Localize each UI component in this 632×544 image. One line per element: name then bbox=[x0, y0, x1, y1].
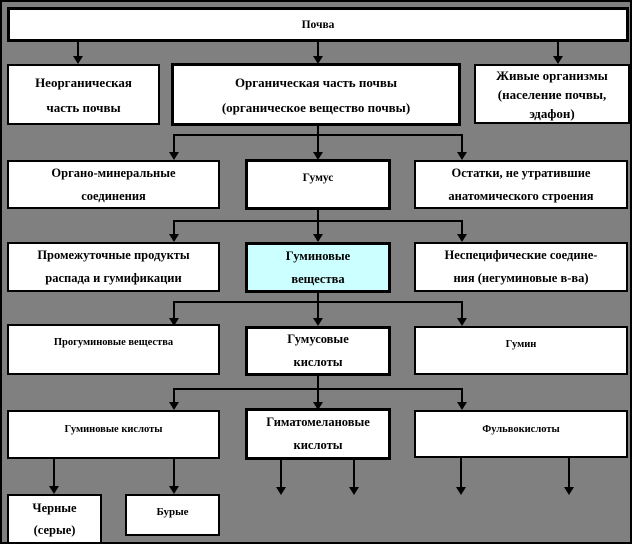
arrowhead-down-icon bbox=[457, 402, 467, 410]
connector-line bbox=[557, 42, 559, 56]
arrowhead-down-icon bbox=[169, 234, 179, 242]
node-brown bbox=[125, 494, 220, 536]
node-intermediate-products bbox=[7, 242, 220, 292]
node-label: часть почвы bbox=[46, 99, 121, 115]
connector-line bbox=[317, 134, 319, 153]
node-label: кислоты bbox=[293, 355, 343, 369]
node-humin bbox=[414, 326, 628, 375]
connector-line bbox=[173, 134, 175, 153]
node-label: Гуминовые кислоты bbox=[64, 424, 163, 435]
arrowhead-down-icon bbox=[169, 486, 179, 494]
node-fulvic-acids bbox=[414, 410, 628, 458]
node-label: эдафон) bbox=[529, 105, 575, 121]
node-hymatomelanic-acids bbox=[245, 408, 391, 460]
connector-line bbox=[461, 134, 463, 153]
node-label: Промежуточные продукты bbox=[37, 248, 190, 262]
connector-line bbox=[173, 459, 175, 487]
node-humus-acids bbox=[245, 326, 391, 376]
node-label: Неспецифические соедине- bbox=[444, 248, 598, 262]
connector-line bbox=[317, 301, 319, 319]
node-label: Гумусовые bbox=[287, 332, 349, 346]
node-label: Гумин bbox=[505, 339, 537, 350]
node-label: Фульвокислоты bbox=[482, 424, 560, 435]
connector-line bbox=[77, 42, 79, 56]
arrowhead-down-icon bbox=[313, 234, 323, 242]
node-label: Живые организмы bbox=[496, 67, 608, 83]
connector-line bbox=[173, 301, 175, 319]
node-label: Прогуминовые вещества bbox=[53, 337, 174, 348]
arrowhead-down-icon bbox=[49, 486, 59, 494]
node-inorganic-part bbox=[7, 64, 160, 125]
arrowhead-down-icon bbox=[564, 487, 574, 495]
node-label: кислоты bbox=[293, 438, 343, 452]
node-label: (население почвы, bbox=[497, 86, 607, 102]
node-nonspecific-compounds bbox=[414, 242, 628, 292]
arrowhead-down-icon bbox=[456, 487, 466, 495]
node-anatomical-residues bbox=[414, 160, 628, 209]
node-prohumic-substances bbox=[7, 324, 220, 375]
connector-line bbox=[461, 388, 463, 403]
node-label: Органо-минеральные bbox=[51, 165, 176, 180]
connector-line bbox=[317, 42, 319, 56]
node-label: Почва bbox=[301, 18, 335, 31]
connector-line bbox=[317, 388, 319, 403]
arrowhead-down-icon bbox=[349, 487, 359, 495]
node-label: соединения bbox=[81, 188, 146, 203]
node-living-organisms bbox=[474, 64, 630, 124]
arrowhead-down-icon bbox=[276, 487, 286, 495]
connector-line bbox=[173, 388, 175, 403]
arrowhead-down-icon bbox=[457, 318, 467, 326]
node-label: Гумус bbox=[302, 172, 334, 184]
node-organic-part bbox=[171, 63, 461, 126]
node-label: Остатки, не утратившие bbox=[451, 165, 591, 180]
arrowhead-down-icon bbox=[457, 152, 467, 160]
arrowhead-down-icon bbox=[313, 318, 323, 326]
node-humic-acids bbox=[7, 410, 220, 459]
node-label: (серые) bbox=[33, 523, 76, 537]
node-soil bbox=[7, 7, 629, 42]
connector-line bbox=[568, 458, 570, 488]
arrowhead-down-icon bbox=[73, 56, 83, 64]
connector-line bbox=[461, 301, 463, 319]
arrowhead-down-icon bbox=[553, 56, 563, 64]
node-label: анатомического строения bbox=[448, 188, 594, 203]
node-organo-mineral-compounds bbox=[7, 160, 220, 209]
node-label: ния (негуминовые в-ва) bbox=[453, 271, 589, 285]
node-black-gray bbox=[7, 494, 102, 544]
node-label: распада и гумификации bbox=[45, 271, 182, 285]
node-label: Неорганическая bbox=[35, 74, 132, 90]
node-label: (органическое вещество почвы) bbox=[221, 99, 411, 115]
arrowhead-down-icon bbox=[457, 234, 467, 242]
node-label: вещества bbox=[291, 271, 345, 286]
connector-line bbox=[353, 460, 355, 488]
arrowhead-down-icon bbox=[169, 152, 179, 160]
arrowhead-down-icon bbox=[169, 402, 179, 410]
node-label: Черные bbox=[32, 501, 77, 515]
node-humus bbox=[245, 159, 391, 210]
connector-line bbox=[460, 458, 462, 488]
node-label: Гиматомелановые bbox=[266, 415, 370, 429]
connector-line bbox=[280, 460, 282, 488]
node-label: Бурые bbox=[156, 506, 189, 518]
connector-line bbox=[53, 459, 55, 487]
node-label: Гуминовые bbox=[285, 248, 351, 263]
node-label: Органическая часть почвы bbox=[234, 74, 398, 90]
node-humic-substances bbox=[245, 242, 391, 293]
